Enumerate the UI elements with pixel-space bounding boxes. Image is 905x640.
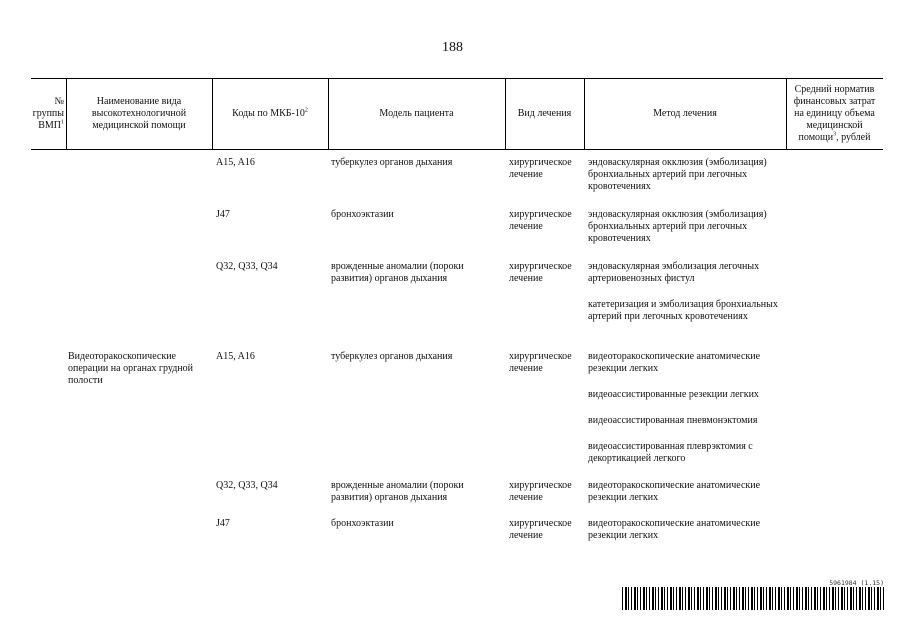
treatment-method: катетеризация и эмболизация бронхиальных артерий при легочных кровотечениях bbox=[588, 299, 778, 322]
icd-codes: A15, A16 bbox=[216, 351, 255, 362]
icd-codes: A15, A16 bbox=[216, 157, 255, 168]
treatment-method: видеоассистированная пневмонэктомия bbox=[588, 415, 758, 426]
treatment-method: видеоассистированные резекции легких bbox=[588, 389, 759, 400]
barcode-bars bbox=[622, 587, 884, 610]
treatment-type: хирургическое лечение bbox=[509, 518, 572, 541]
icd-codes: Q32, Q33, Q34 bbox=[216, 480, 278, 491]
treatment-method: видеоторакоскопические анатомические резекции легких bbox=[588, 351, 761, 374]
icd-codes: J47 bbox=[216, 518, 230, 529]
treatment-type: хирургическое лечение bbox=[509, 209, 572, 232]
patient-model: бронхоэктазии bbox=[331, 518, 394, 529]
header-avg-cost: Средний норматив финансовых затрат на единицу объема медицинской помощи$^3$, рублей bbox=[793, 84, 876, 143]
patient-model: врожденные аномалии (пороки развития) органов дыхания bbox=[331, 480, 464, 503]
patient-model: врожденные аномалии (пороки развития) органов дыхания bbox=[331, 261, 464, 284]
patient-model: туберкулез органов дыхания bbox=[331, 157, 453, 168]
header-treatment-method: Метод лечения bbox=[653, 108, 717, 119]
treatment-method: видеоторакоскопические анатомические резекции легких bbox=[588, 480, 761, 503]
treatment-method: видеоассистированная плеврэктомия с декортикацией легкого bbox=[588, 441, 753, 464]
treatment-method: эндоваскулярная эмболизация легочных артериовенозных фистул bbox=[588, 261, 760, 284]
header-group-number: № группы ВМП$^1$ bbox=[32, 96, 64, 131]
treatment-type: хирургическое лечение bbox=[509, 351, 572, 374]
header-treatment-type: Вид лечения bbox=[517, 108, 572, 119]
treatment-method: эндоваскулярная окклюзия (эмболизация) бронхиальных артерий при легочных кровотечениях bbox=[588, 157, 767, 192]
barcode-number: 5961984 (1.15) bbox=[829, 579, 884, 587]
treatment-type: хирургическое лечение bbox=[509, 480, 572, 503]
vmp-name: Видеоторакоскопические операции на органах грудной полости bbox=[68, 351, 194, 386]
treatment-type: хирургическое лечение bbox=[509, 261, 572, 284]
treatment-method: видеоторакоскопические анатомические резекции легких bbox=[588, 518, 761, 541]
page-number: 188 bbox=[442, 40, 463, 55]
icd-codes: J47 bbox=[216, 209, 230, 220]
header-patient-model: Модель пациента bbox=[379, 108, 454, 119]
header-icd-codes: Коды по МКБ-$10^2$ bbox=[232, 107, 308, 119]
icd-codes: Q32, Q33, Q34 bbox=[216, 261, 278, 272]
treatment-type: хирургическое лечение bbox=[509, 157, 572, 180]
treatment-method: эндоваскулярная окклюзия (эмболизация) бронхиальных артерий при легочных кровотечениях bbox=[588, 209, 767, 244]
patient-model: бронхоэктазии bbox=[331, 209, 394, 220]
patient-model: туберкулез органов дыхания bbox=[331, 351, 453, 362]
header-vmp-name: Наименование вида высокотехнологичной медицинской помощи bbox=[91, 96, 187, 131]
table-header bbox=[31, 78, 883, 150]
